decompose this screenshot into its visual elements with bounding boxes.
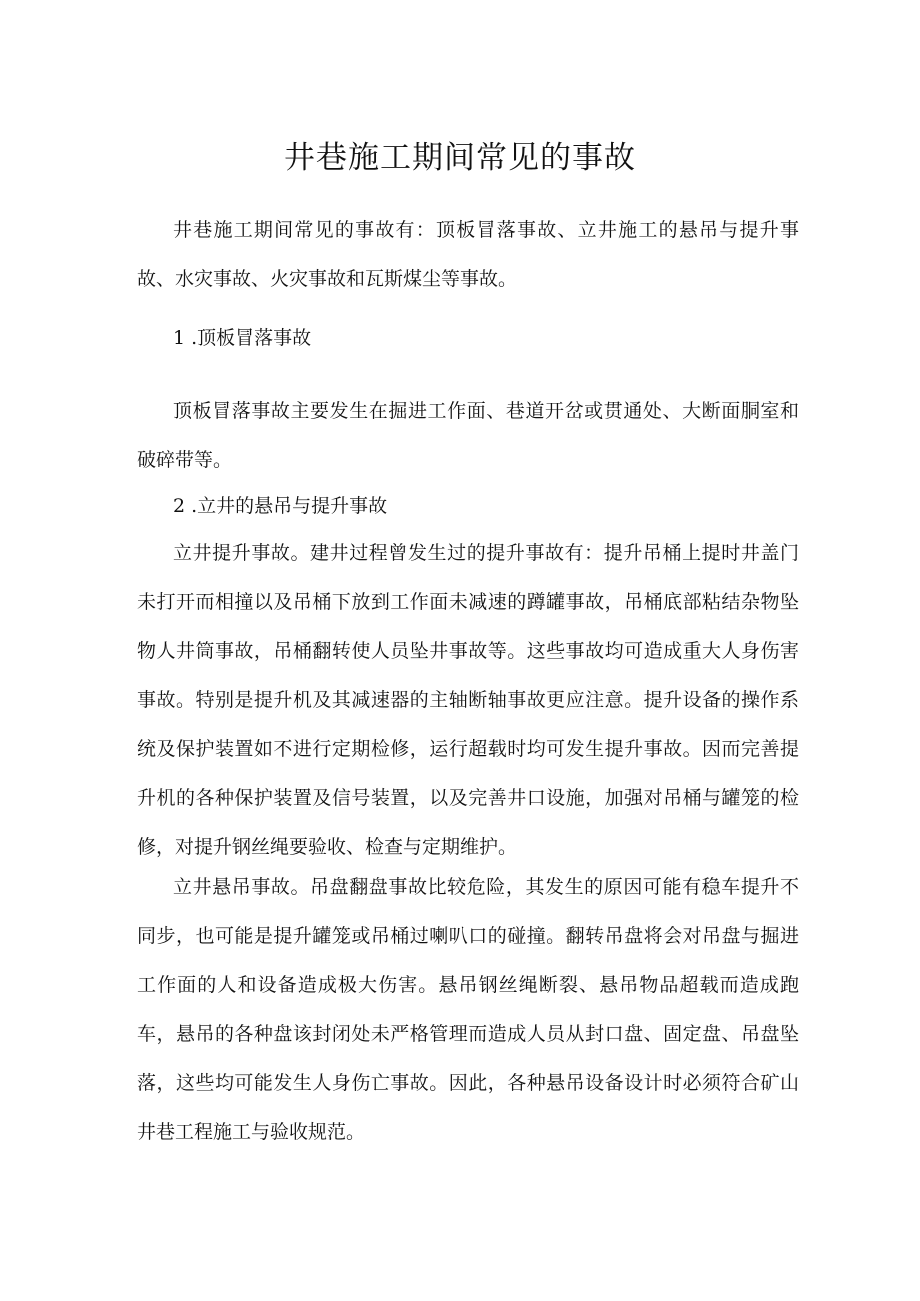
section-2-heading: 2 .立井的悬吊与提升事故	[173, 495, 388, 517]
document-title: 井巷施工期间常见的事故	[284, 140, 636, 176]
section-2-paragraph-2: 立井悬吊事故。吊盘翻盘事故比较危险，其发生的原因可能有稳车提升不同步，也可能是提升罐笼或吊桶过喇叭口的碰撞。翻转吊盘将会对吊盘与掘进工作面的人和设备造成极大伤害。悬吊钢丝绳断裂、悬吊物品超载而造成跑车，悬吊的各种盘该封闭处未严格管理而造成人员从封口盘、固定盘、吊盘坠落，这些均可能发生人身伤亡事故。因此，各种悬吊设备设计时必须符合矿山井巷工程施工与验收规范。	[137, 876, 799, 1143]
section-2-paragraph-1: 立井提升事故。建井过程曾发生过的提升事故有：提升吊桶上提时井盖门未打开而相撞以及吊桶下放到工作面未减速的蹲罐事故，吊桶底部粘结杂物坠物人井筒事故，吊桶翻转使人员坠井事故等。这些事故均可造成重大人身伤害事故。特别是提升机及其减速器的主轴断轴事故更应注意。提升设备的操作系统及保护装置如不进行定期检修，运行超载时均可发生提升事故。因而完善提升机的各种保护装置及信号装置，以及完善井口设施，加强对吊桶与罐笼的检修，对提升钢丝绳要验收、检查与定期维护。	[137, 542, 799, 858]
section-1-paragraph: 顶板冒落事故主要发生在掘进工作面、巷道开岔或贯通处、大断面胴室和破碎带等。	[137, 400, 799, 471]
section-1-heading: 1 .顶板冒落事故	[173, 327, 312, 349]
intro-paragraph: 井巷施工期间常见的事故有：顶板冒落事故、立井施工的悬吊与提升事故、水灾事故、火灾事故和瓦斯煤尘等事故。	[137, 219, 799, 290]
